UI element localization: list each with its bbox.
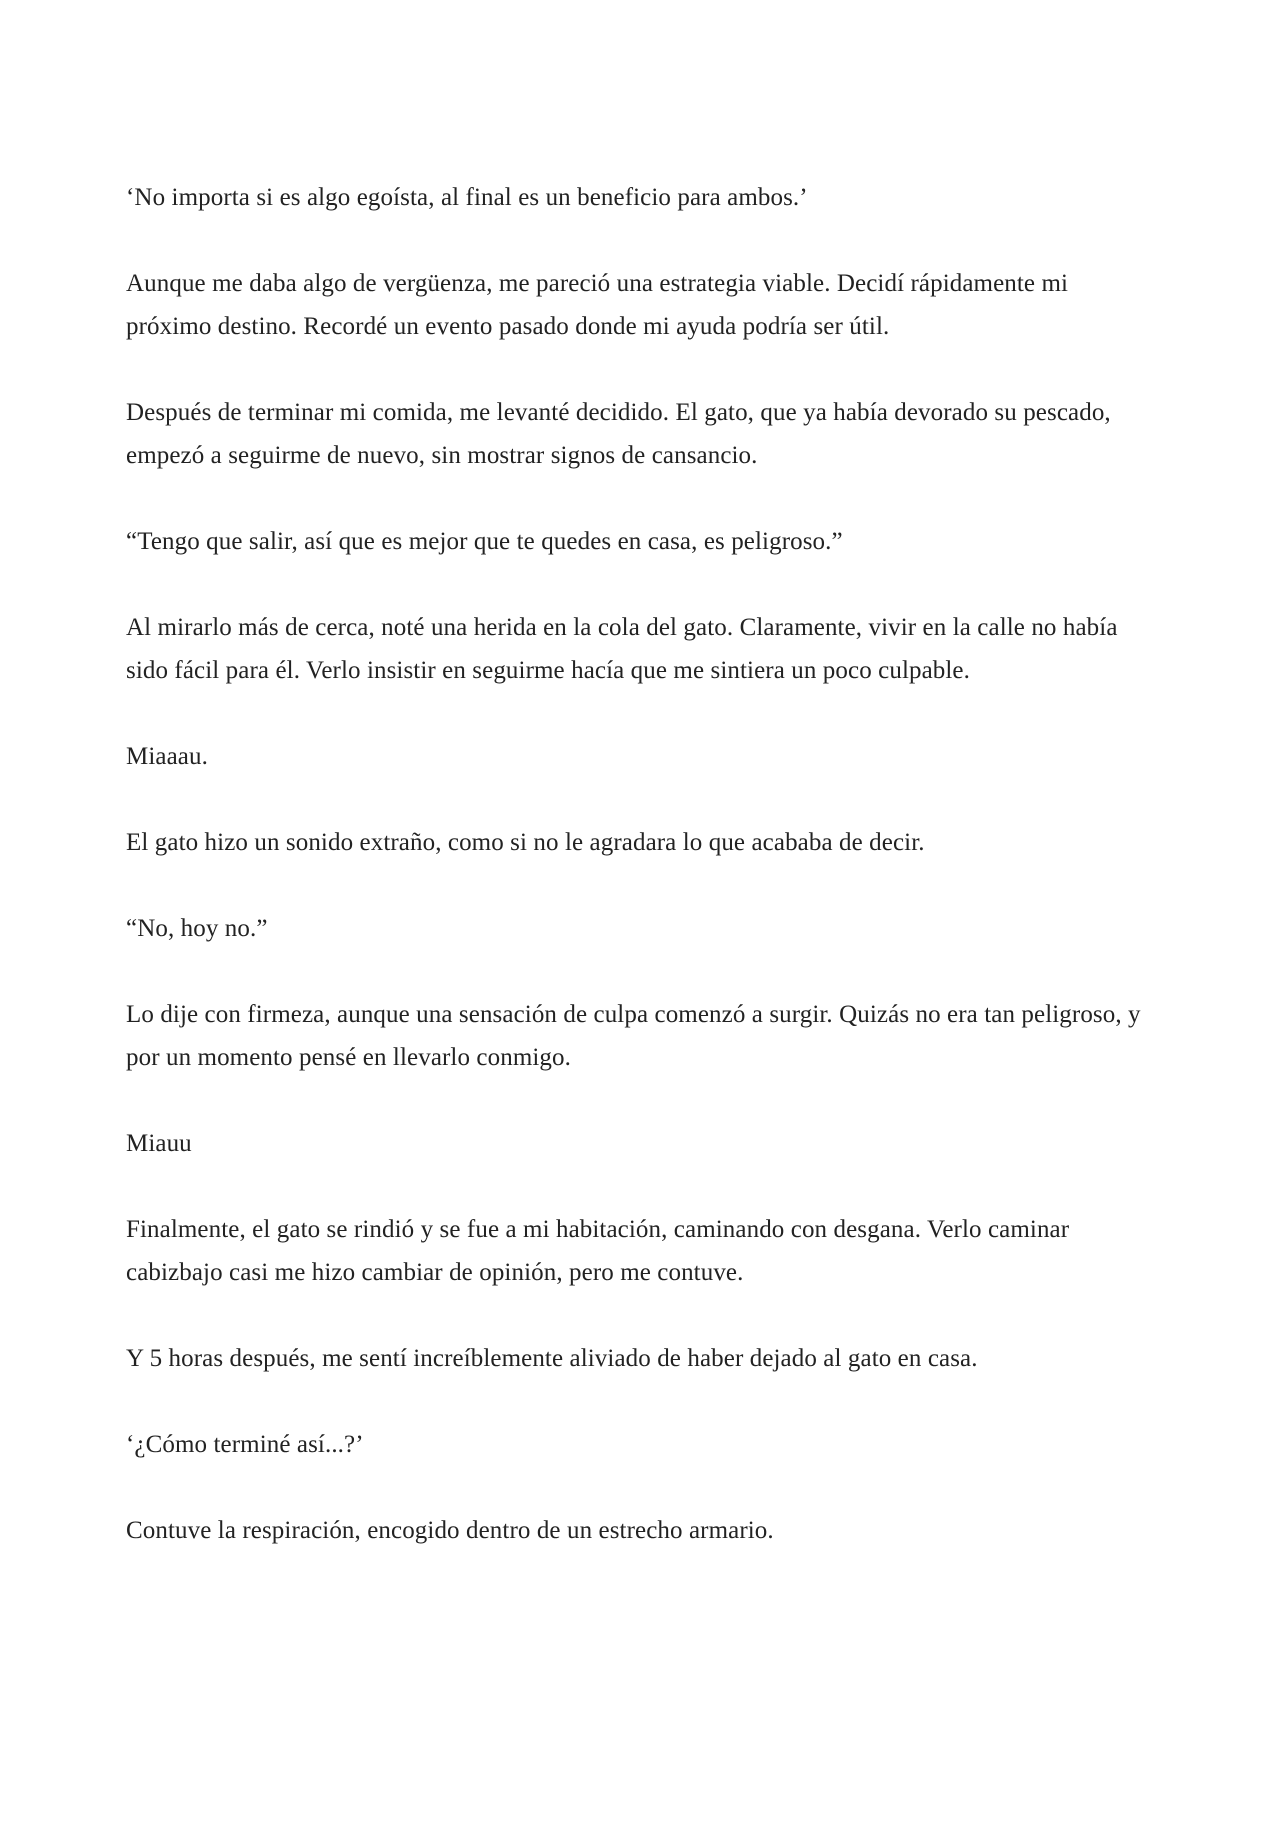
paragraph: “No, hoy no.” xyxy=(126,915,268,942)
paragraph: Aunque me daba algo de vergüenza, me pareció una estrategia viable. Decidí rápidamente mi próximo destino. Recordé un evento pasado donde mi ayuda podría ser útil. xyxy=(126,270,1069,340)
paragraph: Después de terminar mi comida, me levanté decidido. El gato, que ya había devorado su pescado, empezó a seguirme de nuevo, sin mostrar signos de cansancio. xyxy=(126,399,1111,469)
paragraph: Lo dije con firmeza, aunque una sensación de culpa comenzó a surgir. Quizás no era tan peligroso, y por un momento pensé en llevarlo conmigo. xyxy=(126,1001,1141,1071)
document-page xyxy=(126,176,1156,1595)
paragraph: Y 5 horas después, me sentí increíblemente aliviado de haber dejado al gato en casa. xyxy=(126,1345,978,1372)
paragraph: El gato hizo un sonido extraño, como si no le agradara lo que acababa de decir. xyxy=(126,829,925,856)
paragraph: Al mirarlo más de cerca, noté una herida en la cola del gato. Claramente, vivir en la calle no había sido fácil para él. Verlo insistir en seguirme hacía que me sintiera un poco culpable. xyxy=(126,614,1118,684)
paragraph: “Tengo que salir, así que es mejor que te quedes en casa, es peligroso.” xyxy=(126,528,843,555)
paragraph: Miaaau. xyxy=(126,743,208,770)
paragraph: ‘No importa si es algo egoísta, al final es un beneficio para ambos.’ xyxy=(126,184,808,211)
paragraph: Contuve la respiración, encogido dentro de un estrecho armario. xyxy=(126,1517,774,1544)
paragraph: Miauu xyxy=(126,1130,192,1157)
paragraph: Finalmente, el gato se rindió y se fue a mi habitación, caminando con desgana. Verlo caminar cabizbajo casi me hizo cambiar de opinión, pero me contuve. xyxy=(126,1216,1070,1286)
paragraph: ‘¿Cómo terminé así...?’ xyxy=(126,1431,364,1458)
